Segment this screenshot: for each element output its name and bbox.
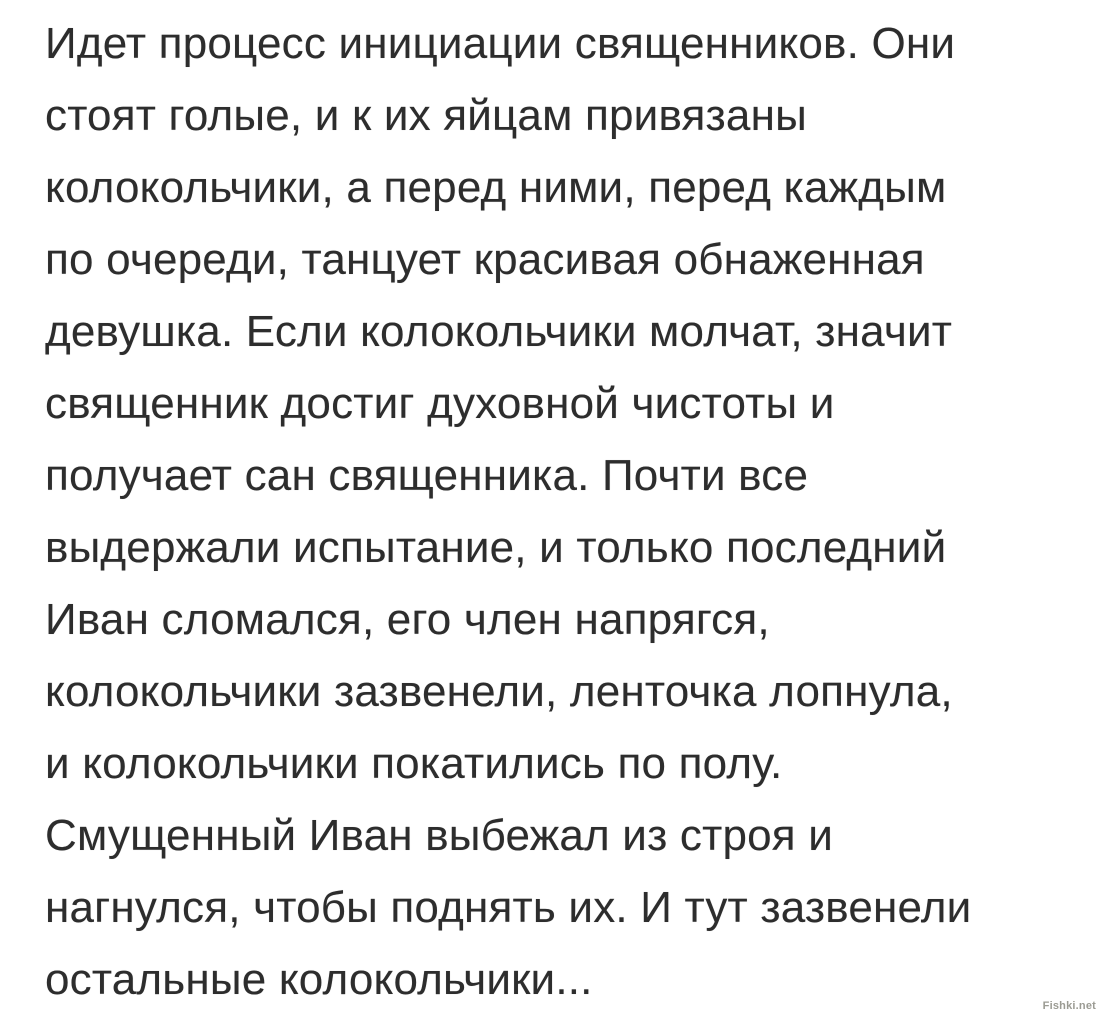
text-line: стоят голые, и к их яйцам привязаны: [45, 91, 807, 140]
text-line: Идет процесс инициации священников. Они: [45, 19, 956, 68]
text-line: девушка. Если колокольчики молчат, значит: [45, 307, 953, 356]
text-line: священник достиг духовной чистоты и: [45, 379, 835, 428]
text-line: колокольчики зазвенели, ленточка лопнула,: [45, 667, 953, 716]
text-line: нагнулся, чтобы поднять их. И тут зазвенели: [45, 883, 972, 932]
text-line: колокольчики, а перед ними, перед каждым: [45, 163, 947, 212]
text-line: остальные колокольчики...: [45, 955, 593, 1004]
text-line: Смущенный Иван выбежал из строя и: [45, 811, 834, 860]
text-line: и колокольчики покатились по полу.: [45, 739, 783, 788]
site-watermark: Fishki.net: [1042, 1000, 1096, 1012]
text-line: по очереди, танцует красивая обнаженная: [45, 235, 925, 284]
text-line: Иван сломался, его член напрягся,: [45, 595, 770, 644]
text-line: получает сан священника. Почти все: [45, 451, 809, 500]
joke-text-block: [45, 8, 1070, 1016]
text-line: выдержали испытание, и только последний: [45, 523, 947, 572]
